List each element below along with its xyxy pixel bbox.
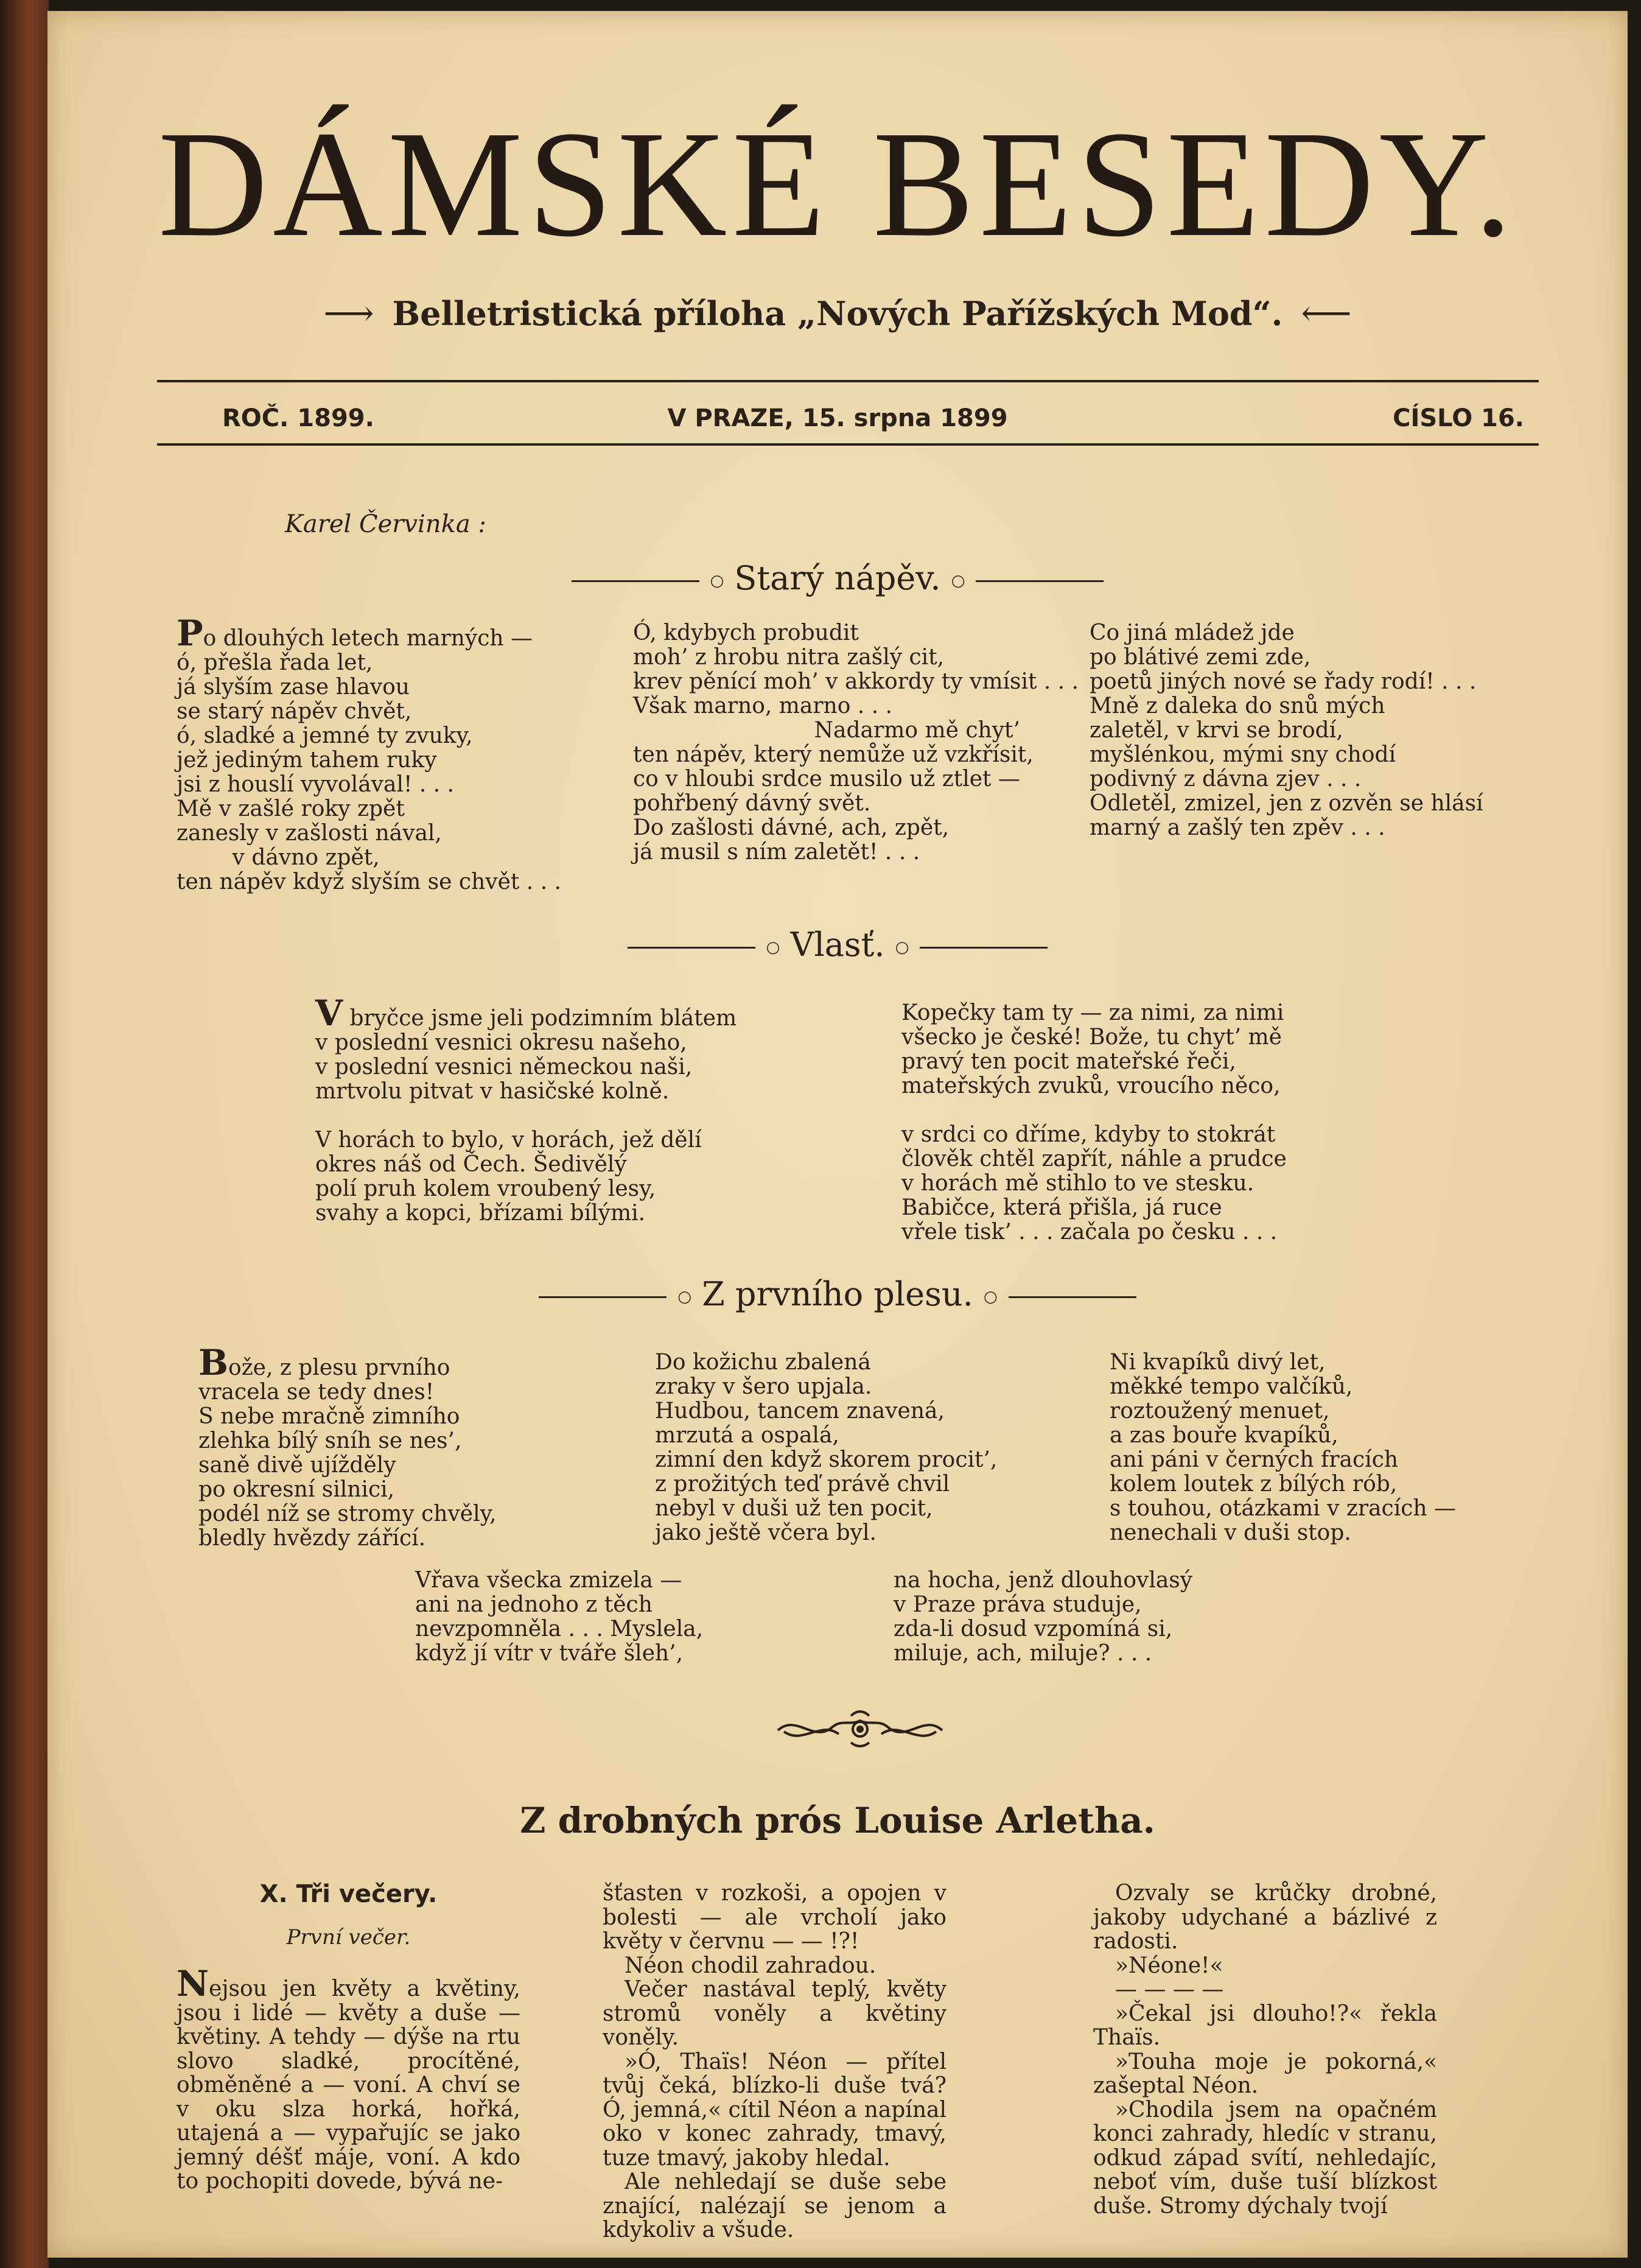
floral-ornament-icon — [772, 1707, 948, 1750]
poem-title-text: Starý nápěv. — [734, 559, 941, 597]
arrow-left-icon: ⟵ — [1301, 292, 1352, 334]
header-issue: CÍSLO 16. — [1393, 404, 1524, 432]
poem-title-vlast — [47, 925, 1628, 964]
prose-paragraph: »Čekal jsi dlouho!?« řekla Thaïs. — [1093, 2001, 1437, 2050]
poem3-column-1 — [198, 1342, 497, 1551]
prose-col1-text: ejsou jen květy a květiny, jsou i lidé — květy a duše — květiny. A tehdy — dýše na rtu slovo sladké, procítěné, obměněné a — voní. A chví se v oku slza horká, hořká, utajená a — vypařujíc se jako jemný déšť máje, voní. A kdo to pochopiti dovede, bývá ne- — [177, 1976, 520, 2194]
prose-paragraph: »Néone!« — [1115, 1953, 1223, 1978]
prose-column-1 — [177, 1963, 520, 2194]
poem3-column-4: Vřava všecka zmizela — ani na jednoho z těch nevzpomněla . . . Myslela, když jí vítr v tváře šleh’, — [415, 1568, 704, 1666]
prose-paragraph: »Touha moje je pokorná,« zašeptal Néon. — [1093, 2049, 1437, 2098]
title-rule — [539, 1296, 667, 1298]
poem1-column-1 — [177, 613, 562, 894]
masthead-title: DÁMSKÉ BESEDY. — [158, 100, 1517, 269]
ring-ornament-icon: ○ — [766, 938, 780, 957]
header-rule-bottom — [157, 443, 1539, 446]
drop-cap: P — [177, 613, 203, 654]
title-rule — [976, 580, 1104, 582]
ring-ornament-icon: ○ — [951, 572, 965, 590]
drop-cap: B — [198, 1342, 229, 1383]
poem3-column-5: na hocha, jenž dlouhovlasý v Praze práva studuje, zda-li dosud vzpomíná si, miluje, ach, miluje? . . . — [894, 1568, 1193, 1666]
prose-column-3 — [1093, 1881, 1437, 2218]
title-rule — [920, 947, 1048, 949]
drop-cap: V — [315, 992, 343, 1034]
prose-paragraph: — — — — — [1115, 1977, 1224, 2002]
poem-title-z-prvniho-plesu — [47, 1275, 1628, 1313]
poem1-column-3: Co jiná mládež jde po blátivé zemi zde, poetů jiných nové se řady rodí! . . . Mně z daleka do snů mých zaletěl, v krvi se brodí, myšlénkou, mými sny chodí podivný z dávna zjev . . . Odletěl, zmizel, jen z ozvěn se hlásí marný a zašlý ten zpěv . . . — [1090, 620, 1483, 840]
prose-section-title: Z drobných prós Louise Arletha. — [520, 1800, 1155, 1841]
title-rule — [572, 580, 699, 582]
title-rule — [628, 947, 755, 949]
ring-ornament-icon: ○ — [983, 1288, 998, 1306]
title-rule — [1009, 1296, 1136, 1298]
poem-title-text: Vlasť. — [790, 925, 885, 964]
prose-column-2 — [603, 1881, 946, 2242]
poem3-column-3: Ni kvapíků divý let, měkké tempo valčíků, roztoužený menuet, a zas bouře kvapíků, ani páni v černých fracích kolem loutek z bílých rób, s touhou, otázkami v zracích — nenechali v duši stop. — [1110, 1350, 1457, 1545]
prose-paragraph: »Chodila jsem na opačném konci zahrady, hledíc v stranu, odkud západ svítí, nehledajíc, neboť vím, duše tuší blízkost duše. Stromy dýchaly tvojí — [1093, 2097, 1437, 2219]
subchapter-title: První večer. — [286, 1925, 411, 1950]
arrow-right-icon: ⟶ — [323, 292, 374, 334]
prose-paragraph: Ozvaly se krůčky drobné, jakoby udychané a bázlivé z radosti. — [1093, 1881, 1437, 1954]
header-year: ROČ. 1899. — [222, 404, 374, 432]
poem3-column-2: Do kožichu zbalená zraky v šero upjala. Hudbou, tancem znavená, mrzutá a ospalá, zimní den když skorem procit’, z prožitých teď právě chvil nebyl v duši už ten pocit, jako ještě včera byl. — [655, 1350, 998, 1545]
masthead-subtitle: Belletristická příloha „Nových Pařížských Mod“. — [392, 294, 1283, 333]
prose-paragraph: »Ó, Thaïs! Néon — přítel tvůj čeká, blízko-li duše tvá? Ó, jemná,« cítil Néon a napínal oko v konec zahrady, tmavý, tuze tmavý, jakoby hledal. — [603, 2049, 946, 2171]
poem1-column-2: Ó, kdybych probudit moh’ z hrobu nitra zašlý cit, krev pěnící moh’ v akkordy ty vmísit . . . Však marno, marno . . . Nadarmo mě chyt’ ten nápěv, který nemůže už vzkřísit, co v hloubi srdce musilo už ztlet — pohřbený dávný svět. Do zašlosti dávné, ach, zpět, já musil s ním zaletět! . . . — [633, 620, 1079, 865]
poem3-col1-text: ože, z plesu prvního vracela se tedy dnes! S nebe mračně zimního zlehka bílý sníh se nes’, saně divě ujížděly po okresní silnici, podél níž se stromy chvěly, bledly hvězdy zářící. — [198, 1355, 497, 1551]
chapter-title: X. Tři večery. — [259, 1880, 438, 1908]
prose-paragraph: Večer nastával teplý, květy stromů voněly a květiny voněly. — [603, 1977, 946, 2050]
poem-title-stary-napev — [47, 559, 1628, 597]
prose-paragraph: Ale nehledají se duše sebe znající, nalézají se jenom a kdykoliv a všude. — [603, 2169, 946, 2242]
poem2-col1-text: bryčce jsme jeli podzimním blátem v poslední vesnici okresu našeho, v poslední vesnici německou naši, mrtvolu pitvat v hasičské kolně. V horách to bylo, v horách, jež dělí okres náš od Čech. Šedivělý polí pruh kolem vroubený lesy, svahy a kopci, břízami bílými. — [315, 1006, 737, 1226]
poem-title-text: Z prvního plesu. — [702, 1275, 973, 1313]
prose-paragraph: šťasten v rozkoši, a opojen v bolesti — ale vrcholí jako květy v červnu — — !?! — [603, 1881, 946, 1954]
ring-ornament-icon: ○ — [677, 1288, 692, 1306]
poem2-column-1 — [315, 992, 737, 1226]
book-spine — [0, 0, 49, 2268]
header-date: V PRAZE, 15. srpna 1899 — [667, 404, 1008, 432]
header-rule-top — [157, 380, 1539, 382]
author: Karel Červinka : — [285, 510, 486, 538]
prose-paragraph: Néon chodil zahradou. — [625, 1953, 876, 1978]
ring-ornament-icon: ○ — [895, 938, 909, 957]
masthead-subtitle-row — [47, 292, 1628, 334]
poem1-col1-text: o dlouhých letech marných — ó, přešla řada let, já slyším zase hlavou se starý nápěv chvět, ó, sladké a jemné ty zvuky, jež jediným tahem ruky jsi z houslí vyvolával! . . . Mě v zašlé roky zpět zanesly v zašlosti nával, v dávno zpět, ten nápěv když slyším se chvět . . . — [177, 626, 562, 894]
page — [47, 11, 1628, 2258]
drop-cap: N — [177, 1963, 209, 2004]
poem2-column-2: Kopečky tam ty — za nimi, za nimi všecko je české! Bože, tu chyt’ mě pravý ten pocit mateřské řeči, mateřských zvuků, vroucího něco, v srdci co dříme, kdyby to stokrát člověk chtěl zapřít, náhle a prudce v horách mě stihlo to ve stesku. Babičce, která přišla, já ruce vřele tisk’ . . . začala po česku . . . — [901, 1000, 1287, 1245]
ring-ornament-icon: ○ — [710, 572, 724, 590]
